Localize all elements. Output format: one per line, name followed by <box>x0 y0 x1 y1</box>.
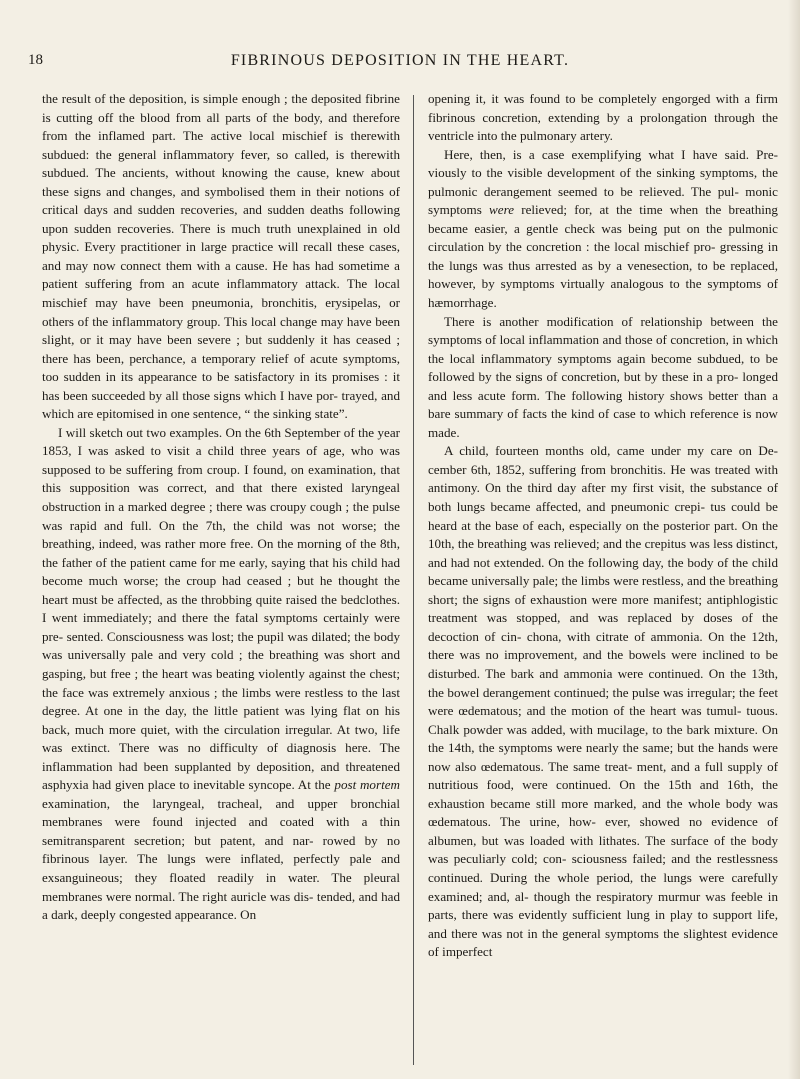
paragraph-text: examination, the laryngeal, tracheal, and upper bronchial membranes were found injected and coated with a thin semitransparent secretion; but patent, and nar- rowed by no fibrinous layer. The lungs were inflated, perfectly pale and exsanguineous; they floated readily in water. The pleural membranes were normal. The right auricle was dis- tended, and had a dark, deeply congested appearance. On <box>42 795 400 923</box>
page-number: 18 <box>28 52 43 68</box>
italic-term: were <box>489 202 515 218</box>
italic-term: post mortem <box>334 777 400 793</box>
paragraph: There is another modification of relationship between the symptoms of local inflammation and those of concretion, in which the local inflammatory symptoms again become subdued, to be followed by the signs of concretion, but by these in a pro- longed and less acute form. The following history shows better than a bare summary of facts the kind of case to which reference is now made. <box>428 313 778 440</box>
column-divider <box>413 95 414 1065</box>
right-column <box>428 90 778 962</box>
paragraph <box>428 146 778 313</box>
left-column <box>42 90 400 925</box>
page-edge <box>788 0 800 1079</box>
paragraph <box>42 424 400 925</box>
paragraph: A child, fourteen months old, came under my care on De- cember 6th, 1852, suffering from bronchitis. He was treated with antimony. On the third day after my first visit, the substance of both lungs became affected, and pneumonic crepi- tus could be heard at the base of each, especially on the posterior part. On the 10th, the breathing was relieved; and the crepitus was less distinct, and had not extended. On the following day, the body of the child became universally pale; the limbs were restless, and the breathing short; the signs of exhaustion were more manifest; antiphlogistic treatment was stopped, and was replaced by doses of the decoction of cin- chona, with citrate of ammonia. On the 12th, there was no improvement, and the bowels were inclined to be disturbed. The bark and ammonia were continued. On the 13th, the bowel derangement continued; the pulse was irregular; the feet were œdematous; and the motion of the heart was tumul- tuous. Chalk powder was added, with mucilage, to the bark mixture. On the 14th, the symptoms were nearly the same; but the hands were now also œdematous. The same treat- ment, and a full supply of nutritious food, were continued. On the 15th and 16th, the exhaustion became still more marked, and the whole body was œdematous. The urine, how- ever, showed no evidence of albumen, but was loaded with lithates. The surface of the body was peculiarly cold; con- sciousness failed; and the restlessness continued. During the whole period, the lungs were carefully examined; and, al- though the respiratory murmur was feeble in parts, there was evidently sufficient lung in play to support life, and there was not in the general symptoms the slightest evidence of imperfect <box>428 443 778 960</box>
running-title: FIBRINOUS DEPOSITION IN THE HEART. <box>230 52 570 69</box>
paragraph: opening it, it was found to be completely engorged with a firm fibrinous concretion, extending by a prolongation through the ventricle into the pulmonary artery. <box>428 91 778 144</box>
paragraph-text: Here, then, is a case exemplifying what I have said. Pre- viously to the visible development of the sinking symptoms, the pulmonic derangement seemed to be relieved. The pul- monic symptoms <box>428 146 778 218</box>
paragraph: the result of the deposition, is simple enough ; the deposited fibrine is cutting off the blood from all parts of the body, and therefore from the inflamed part. The active local mischief is therewith subdued: the general inflammatory fever, so called, is therewith subdued. The ancients, without knowing the cause, knew about these signs and changes, and symbolised them in their notions of critical days and sudden recoveries, and sudden deaths following upon sudden recoveries. There is much truth unexplained in old physic. Every practitioner in large practice will recall these cases, and may now connect them with a cause. He has had sometime a patient suffering from an acute inflammatory attack. The local mischief may have been pneumonia, bronchitis, erysipelas, or others of the inflammatory group. This local change may have been slight, or it may have been severe ; but suddenly it has ceased ; there has been, perchance, a temporary relief of acute symptoms, too sudden in its appearance to be satisfactory in its promises : it has been succeeded by all those signs which I have por- trayed, and which are epitomised in one sentence, “ the sinking state”. <box>42 91 400 422</box>
paragraph-text: I will sketch out two examples. On the 6th September of the year 1853, I was asked to visit a child three years of age, who was supposed to be suffering from croup. I found, on examination, that this supposition was correct, and that there existed laryngeal obstruction in a marked degree ; there was croupy cough ; the pulse was rapid and full. On the 7th, the child was not worse; the breathing, indeed, was rather more free. On the morning of the 8th, the father of the patient came for me early, saying that his child had become much worse; the croup had ceased ; but he thought the heart must be affected, as the throbbing quite raised the bedclothes. I went immediately; and there the fatal symptoms certainly were pre- sented. Consciousness was lost; the pupil was dilated; the body was universally pale and very cold ; the breathing was short and gasping, but free ; the heart was beating violently against the chest; the face was extremely anxious ; the limbs were restless to the last degree. At one in the day, the little patient was lying flat on his back, much more quiet, with the circulation irregular. At two, life was extinct. There was no difficulty of diagnosis here. The inflammation had been supplanted by deposition, and threatened asphyxia had given place to inevitable syncope. At the <box>42 424 400 793</box>
paragraph-text: relieved; for, at the time when the breathing became easier, a gentle check was being put on the pulmonic circulation by the concretion : the local mischief pro- gressing in the lungs was thus arrested as by a venesection, to be replaced, however, by symptoms virtually analogous to the symptoms of hæmorrhage. <box>428 202 778 311</box>
